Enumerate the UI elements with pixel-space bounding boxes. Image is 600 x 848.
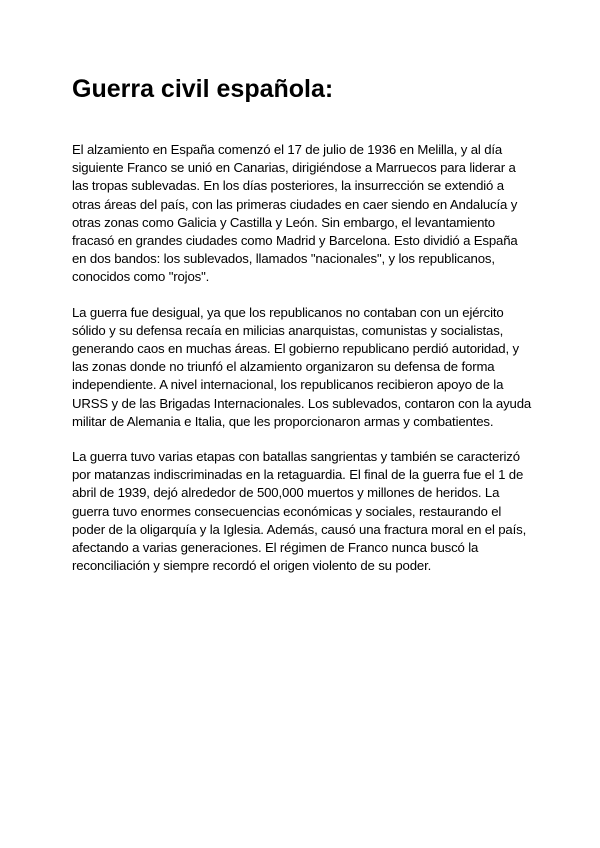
paragraph-uprising: El alzamiento en España comenzó el 17 de julio de 1936 en Melilla, y al día siguiente Franco se unió en Canarias, dirigiéndose a Marruecos para liderar a las tropas sublevadas. En los días posteriores, la insurrección se extendió a otras áreas del país, con las primeras ciudades en caer siendo en Andalucía y otras zonas como Galicia y Castilla y León. Sin embargo, el levantamiento fracasó en grandes ciudades como Madrid y Barcelona. Esto dividió a España en dos bandos: los sublevados, llamados "nacionales", y los republicanos, conocidos como "rojos". (72, 142, 518, 285)
paragraph-unequal-war: La guerra fue desigual, ya que los republicanos no contaban con un ejército sólido y su defensa recaía en milicias anarquistas, comunistas y socialistas, generando caos en muchas áreas. El gobierno republicano perdió autoridad, y las zonas donde no triunfó el alzamiento organizaron su defensa de forma independiente. A nivel internacional, los republicanos recibieron apoyo de la URSS y de las Brigadas Internacionales. Los sublevados, contaron con la ayuda militar de Alemania e Italia, que les proporcionaron armas y combatientes. (72, 304, 532, 429)
paragraph-consequences: La guerra tuvo varias etapas con batallas sangrientas y también se caracterizó por matanzas indiscriminadas en la retaguardia. El final de la guerra fue el 1 de abril de 1939, dejó alrededor de 500,000 muertos y millones de heridos. La guerra tuvo enormes consecuencias económicas y sociales, restaurando el poder de la oligarquía y la Iglesia. Además, causó una fractura moral en el país, afectando a varias generaciones. El régimen de Franco nunca buscó la reconciliación y siempre recordó el origen violento de su poder. (72, 449, 527, 574)
document-title: Guerra civil española: (72, 75, 334, 103)
document-body (72, 141, 534, 592)
